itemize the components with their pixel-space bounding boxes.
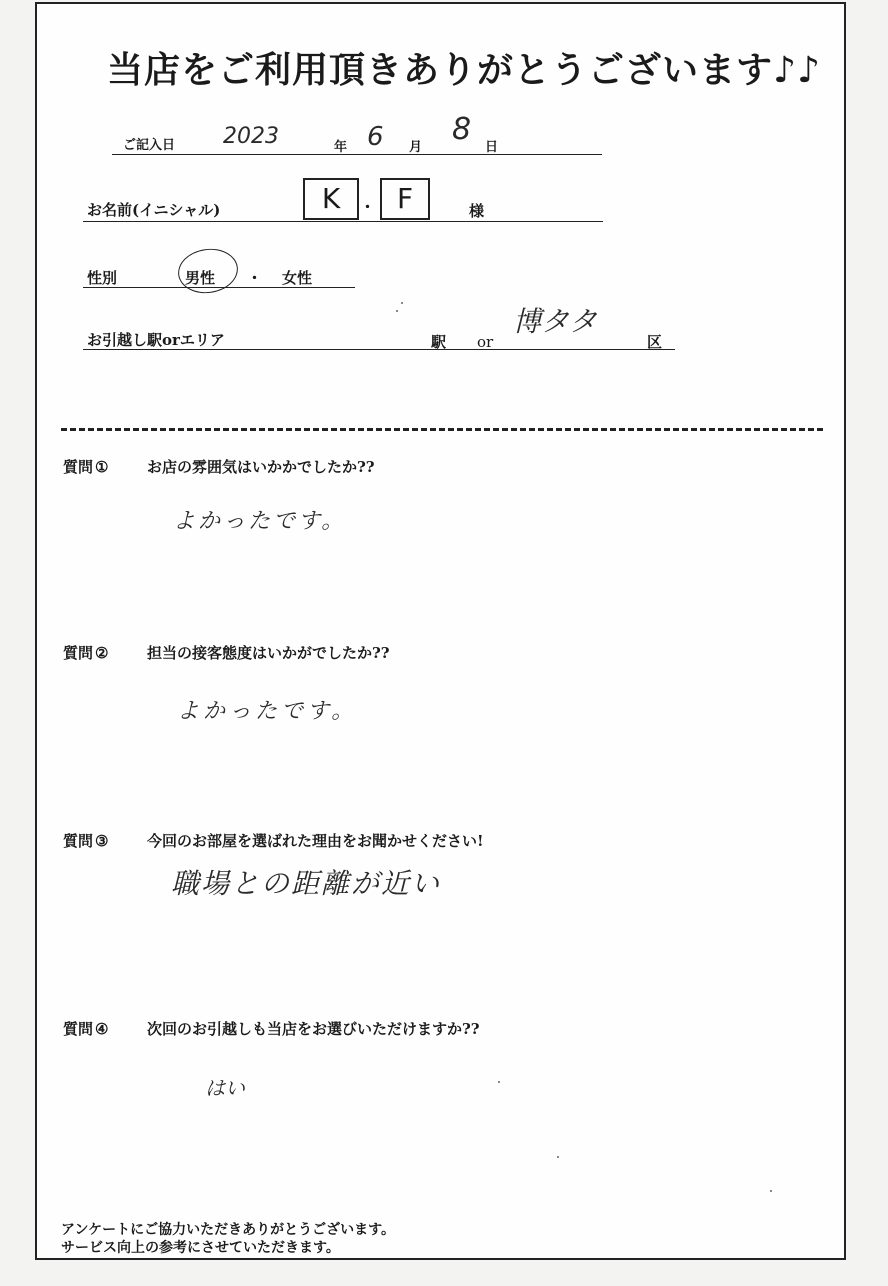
gender-selection-circle — [175, 245, 241, 297]
answer-4: はい — [205, 1076, 245, 1100]
question-4 — [63, 1018, 480, 1039]
scan-speck — [396, 310, 398, 312]
gender-underline — [83, 287, 355, 288]
date-month-unit: 月 — [409, 140, 423, 155]
question-text: 次回のお引越しも当店をお選びいただけますか?? — [147, 1020, 480, 1038]
initial-box-1: K — [303, 178, 359, 220]
or-label: or — [477, 333, 494, 351]
date-label: ご記入日 — [123, 138, 176, 153]
date-month-value: 6 — [367, 122, 384, 152]
initial-separator: ・ — [360, 198, 376, 216]
question-3 — [63, 830, 484, 851]
question-number: ① — [95, 458, 109, 476]
ward-unit: 区 — [647, 333, 663, 351]
date-year-value: 2023 — [223, 124, 279, 149]
question-1 — [63, 456, 375, 477]
question-label: 質問 — [63, 832, 94, 850]
question-text: 担当の接客態度はいかがでしたか?? — [147, 644, 390, 662]
honorific: 様 — [469, 202, 485, 220]
station-unit: 駅 — [431, 333, 447, 351]
scan-speck — [401, 302, 403, 304]
question-label: 質問 — [63, 1020, 94, 1038]
date-day-value: 8 — [452, 112, 472, 147]
gender-label: 性別 — [87, 269, 118, 287]
answer-2: よかったです。 — [177, 699, 358, 724]
question-label: 質問 — [63, 644, 94, 662]
name-underline — [83, 221, 603, 222]
scan-speck — [770, 1190, 772, 1192]
scan-speck — [557, 1156, 559, 1158]
area-underline — [83, 349, 675, 350]
footer-thanks: アンケートにご協力いただきありがとうございます。 — [61, 1222, 396, 1238]
question-number: ④ — [95, 1020, 109, 1038]
question-text: お店の雰囲気はいかかでしたか?? — [147, 458, 375, 476]
question-number: ③ — [95, 832, 109, 850]
date-year-unit: 年 — [334, 140, 348, 155]
answer-3: 職場との距離が近い — [171, 867, 442, 900]
gender-separator: ・ — [247, 269, 263, 287]
initial-box-2: F — [380, 178, 430, 220]
page-title: 当店をご利用頂きありがとうございます♪♪ — [107, 49, 821, 91]
question-text: 今回のお部屋を選ばれた理由をお聞かせください! — [147, 832, 484, 850]
footer-note: サービス向上の参考にさせていただきます。 — [61, 1240, 340, 1256]
answer-1: よかったです。 — [173, 509, 347, 534]
date-underline — [112, 154, 602, 155]
question-2 — [63, 642, 390, 663]
name-label: お名前(イニシャル) — [87, 201, 221, 219]
question-label: 質問 — [63, 458, 94, 476]
question-number: ② — [95, 644, 109, 662]
section-divider — [61, 428, 823, 431]
gender-male: 男性 — [185, 269, 216, 287]
area-value: 博タタ — [513, 305, 598, 338]
scan-speck — [498, 1081, 500, 1083]
survey-sheet — [35, 2, 846, 1260]
area-label: お引越し駅orエリア — [87, 331, 225, 349]
gender-female: 女性 — [282, 269, 313, 287]
date-day-unit: 日 — [485, 140, 499, 155]
